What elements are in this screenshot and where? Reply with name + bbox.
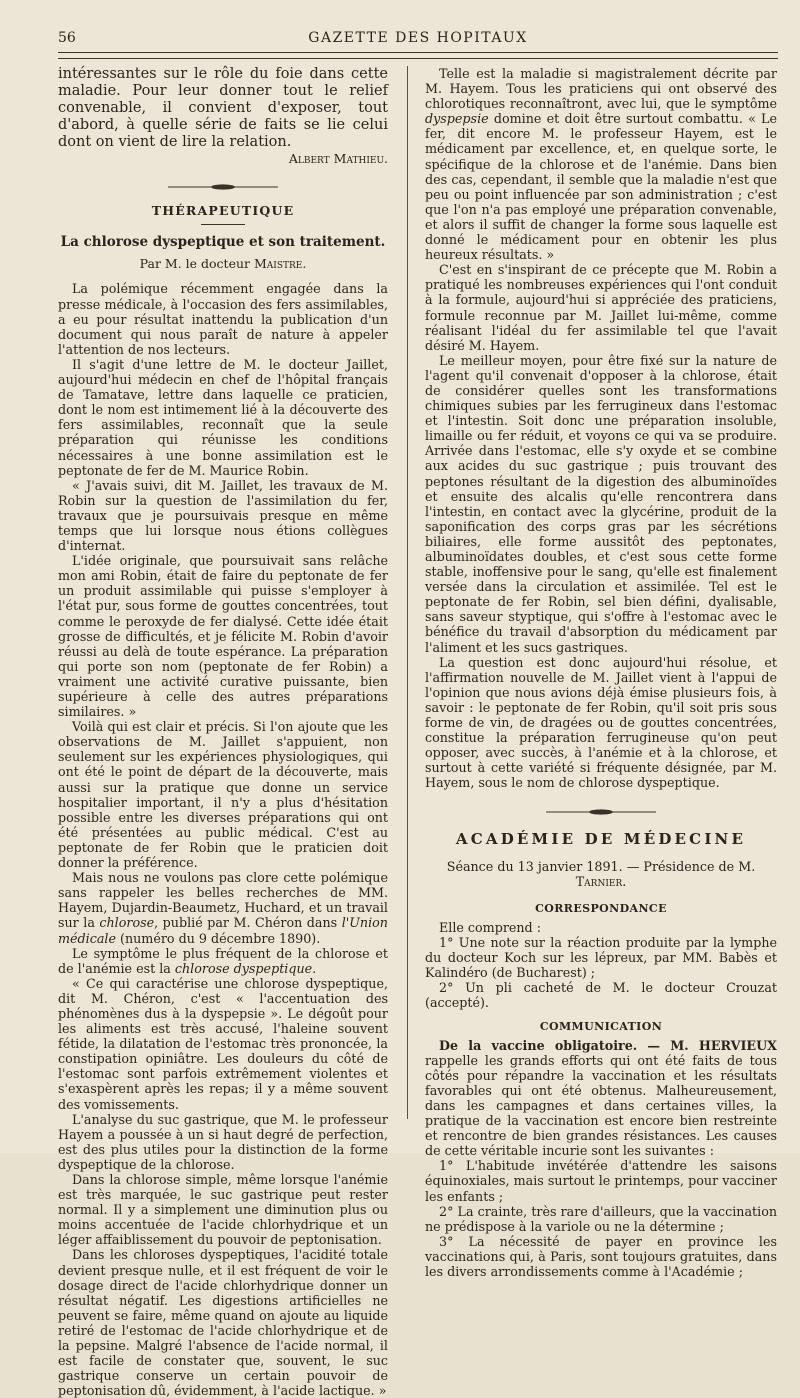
byline: Par M. le docteur Maistre.	[139, 256, 307, 272]
list-item: 1° Une note sur la réaction produite par la lymphe du docteur Koch sur les lépreux, par MM. Babès et Kalindéro (de Bucharest) ;	[425, 935, 777, 981]
column-separator	[407, 66, 408, 1119]
signature: Albert Mathieu.	[288, 151, 388, 166]
section-title: THÉRAPEUTIQUE	[151, 203, 295, 219]
paragraph: Le symptôme le plus fréquent de la chlorose et de l'anémie est la chlorose dyspeptique.	[58, 945, 388, 976]
article-title: La chlorose dyspeptique et son traitement.	[60, 234, 386, 251]
right-column	[425, 66, 777, 1280]
page-header	[58, 28, 778, 50]
paragraph: Voilà qui est clair et précis. Si l'on ajoute que les observations de M. Jaillet s'appuient, non seulement sur les expériences physiologiques, qui ont été le point de départ de la découverte, mais aussi sur la pratique que donne un service hospitalier important, il n'y a plus d'hésitation possible entre les diverses préparations qui ont été présentées au public médical. C'est au peptonate de fer Robin que le praticien doit donner la préférence.	[58, 719, 388, 871]
paragraph: Le meilleur moyen, pour être fixé sur la nature de l'agent qu'il convenait d'opposer à la chlorose, était de considérer quelles sont les transformations chimiques subies par les ferrugineux dans l'estomac et l'intestin. Soit donc une préparation insoluble, limaille ou fer réduit, et voyons ce qui va se produire. Arrivée dans l'estomac, elle s'y oxyde et se combine aux acides du suc gastrique ; puis trouvant des peptones résultant de la digestion des albuminoïdes et ensuite des alcalis qu'elle rencontrera dans l'intestin, en contact avec la glycérine, produit de la saponification des corps gras par les sécrétions biliaires, elle forme aussitôt des peptonates, albuminoïdates doubles, et c'est sous cette forme stable, inoffensive pour le sang, qu'elle est finalement versée dans la circulation et assimilée. Tel est le peptonate de fer Robin, sel bien défini, dyalisable, sans saveur styptique, qui s'offre à l'estomac avec le bénéfice du travail d'absorption du médicament par l'aliment et les sucs gastriques.	[425, 352, 777, 655]
paragraph: Dans la chlorose simple, même lorsque l'anémie est très marquée, le suc gastrique peut rester normal. Il y a simplement une diminution plus ou moins accentuée de l'acide chlorhydrique et un léger affaiblissement du pouvoir de peptonisation.	[58, 1172, 388, 1248]
paragraph: Telle est la maladie si magistralement décrite par M. Hayem. Tous les praticiens qui ont observé des chlorotiques reconnaîtront, avec lui, que le symptôme dyspepsie domine et doit être surtout combattu. « Le fer, dit encore M. le professeur Hayem, est le médicament par excellence, et, en quelque sorte, le spécifique de la chlorose et de l'anémie. Dans bien des cas, cependant, il semble que la maladie n'est que peu ou point influencée par son administration ; c'est que l'on n'a pas employé une préparation convenable, et alors il suffit de changer la forme sous laquelle est donné le médicament pour en obtenir les plus heureux résultats. »	[425, 66, 777, 263]
page-number: 56	[58, 30, 76, 46]
paragraph: « Ce qui caractérise une chlorose dyspeptique, dit M. Chéron, c'est « l'accentuation des phénomènes dus à la dyspepsie ». Le dégoût pour les aliments est très accusé, l'haleine souvent fétide, la dilatation de l'estomac très prononcée, la constipation opiniâtre. Les douleurs du côté de l'estomac sont parfois extrêmement violentes et s'exaspèrent après les repas; il y a même souvent des vomissements.	[58, 975, 388, 1112]
list-item: 3° La nécessité de payer en province les vaccinations qui, à Paris, sont toujours gratuites, dans les divers arrondissements comme à l'Académie ;	[425, 1233, 777, 1280]
section-title-academie: ACADÉMIE DE MÉDECINE	[455, 829, 747, 848]
paragraph: L'analyse du suc gastrique, que M. le professeur Hayem a poussée à un si haut degré de perfection, est des plus utiles pour la distinction de la forme dyspeptique de la chlorose.	[58, 1111, 388, 1172]
header-rule	[58, 52, 778, 59]
lead-paragraph: intéressantes sur le rôle du foie dans cette maladie. Pour leur donner tout le relief convenable, il convient d'exposer, tout d'abord, à quelle série de faits se lie celui dont on vient de lire la relation.	[58, 66, 388, 150]
paragraph: L'idée originale, que poursuivait sans relâche mon ami Robin, était de faire du peptonate de fer un produit assimilable qui puisse s'employer à l'état pur, sous forme de gouttes concentrées, tout comme le peroxyde de fer dialysé. Cette idée était grosse de difficultés, et je félicite M. Robin d'avoir réussi au delà de toute espérance. La préparation qui porte son nom (peptonate de fer Robin) a vraiment une activité curative puissante, bien supérieure à celle des autres préparations similaires. »	[58, 553, 388, 720]
ornament-divider	[425, 803, 777, 818]
paragraph: La polémique récemment engagée dans la presse médicale, à l'occasion des fers assimilables, a eu pour résultat inattendu la publication d'un document qui nous paraît de nature à appeler l'attention de nos lecteurs.	[58, 281, 388, 357]
list-item: 2° La crainte, très rare d'ailleurs, que la vaccination ne prédispose à la variole ou ne la détermine ;	[425, 1203, 777, 1234]
left-column	[58, 66, 388, 1398]
list-item: 1° L'habitude invétérée d'attendre les saisons équinoxiales, mais surtout le printemps, pour vacciner les enfants ;	[425, 1158, 777, 1204]
paragraph: De la vaccine obligatoire. — M. HERVIEUX rappelle les grands efforts qui ont été faits de tous côtés pour répandre la vaccination et les résultats favorables qui ont été obtenus. Malheureusement, dans les campagnes et dans certaines villes, la pratique de la vaccination est encore bien restreinte et rencontre de bien grandes résistances. Les causes de cette véritable incurie sont les suivantes :	[425, 1037, 777, 1159]
subheading-communication: COMMUNICATION	[539, 1019, 663, 1033]
paragraph: Mais nous ne voulons pas clore cette polémique sans rappeler les belles recherches de MM. Hayem, Dujardin-Beaumetz, Huchard, et un travail sur la chlorose, publié par M. Chéron dans l'Union médicale (numéro du 9 décembre 1890).	[58, 870, 388, 946]
list-item: 2° Un pli cacheté de M. le docteur Crouzat (accepté).	[425, 980, 777, 1011]
paragraph: Il s'agit d'une lettre de M. le docteur Jaillet, aujourd'hui médecin en chef de l'hôpital français de Tamatave, lettre dans laquelle ce praticien, dont le nom est intimement lié à la découverte des fers assimilables, reconnaît que la seule préparation qui réunisse les conditions nécessaires à une bonne assimilation est le peptonate de fer de M. Maurice Robin.	[58, 356, 388, 478]
paragraph: Elle comprend :	[439, 919, 541, 935]
paragraph: « J'avais suivi, dit M. Jaillet, les travaux de M. Robin sur la question de l'assimilation du fer, travaux que je poursuivais presque en même temps que lui lorsque nous étions collègues d'internat.	[58, 477, 388, 554]
paragraph: C'est en s'inspirant de ce précepte que M. Robin a pratiqué les nombreuses expériences qui l'ont conduit à la formule, aujourd'hui si appréciée des praticiens, formule reconnue par M. Jaillet lui-même, comme réalisant l'idéal du fer assimilable tel que l'avait désiré M. Hayem.	[425, 262, 777, 353]
short-rule	[201, 224, 245, 225]
running-title: GAZETTE DES HOPITAUX	[308, 30, 528, 46]
paragraph: La question est donc aujourd'hui résolue, et l'affirmation nouvelle de M. Jaillet vient à l'appui de l'opinion que nous avions déjà émise plusieurs fois, à savoir : le peptonate de fer Robin, qu'il soit pris sous forme de vin, de dragées ou de gouttes concentrées, constitue la préparation ferrugineuse qu'on peut opposer, avec succès, à l'anémie et à la chlorose, et surtout à cette variété si fréquente désignée, par M. Hayem, sous le nom de chlorose dyspeptique.	[425, 654, 777, 791]
ornament-divider	[58, 178, 388, 193]
subheading-correspondance: CORRESPONDANCE	[535, 901, 667, 915]
seance-line: Séance du 13 janvier 1891. — Présidence de M. Tarnier.	[446, 858, 756, 889]
paragraph: Dans les chloroses dyspeptiques, l'acidité totale devient presque nulle, et il est fréquent de voir le dosage direct de l'acide chlorhydrique donner un résultat négatif. Les digestions artificielles ne peuvent se faire, même quand on ajoute au liquide retiré de l'estomac de l'acide chlorhydrique et de la pepsine. Malgré l'absence de l'acide normal, il est facile de constater que, souvent, le suc gastrique conserve un certain pouvoir de peptonisation dû, évidemment, à l'acide lactique. »	[58, 1247, 388, 1398]
